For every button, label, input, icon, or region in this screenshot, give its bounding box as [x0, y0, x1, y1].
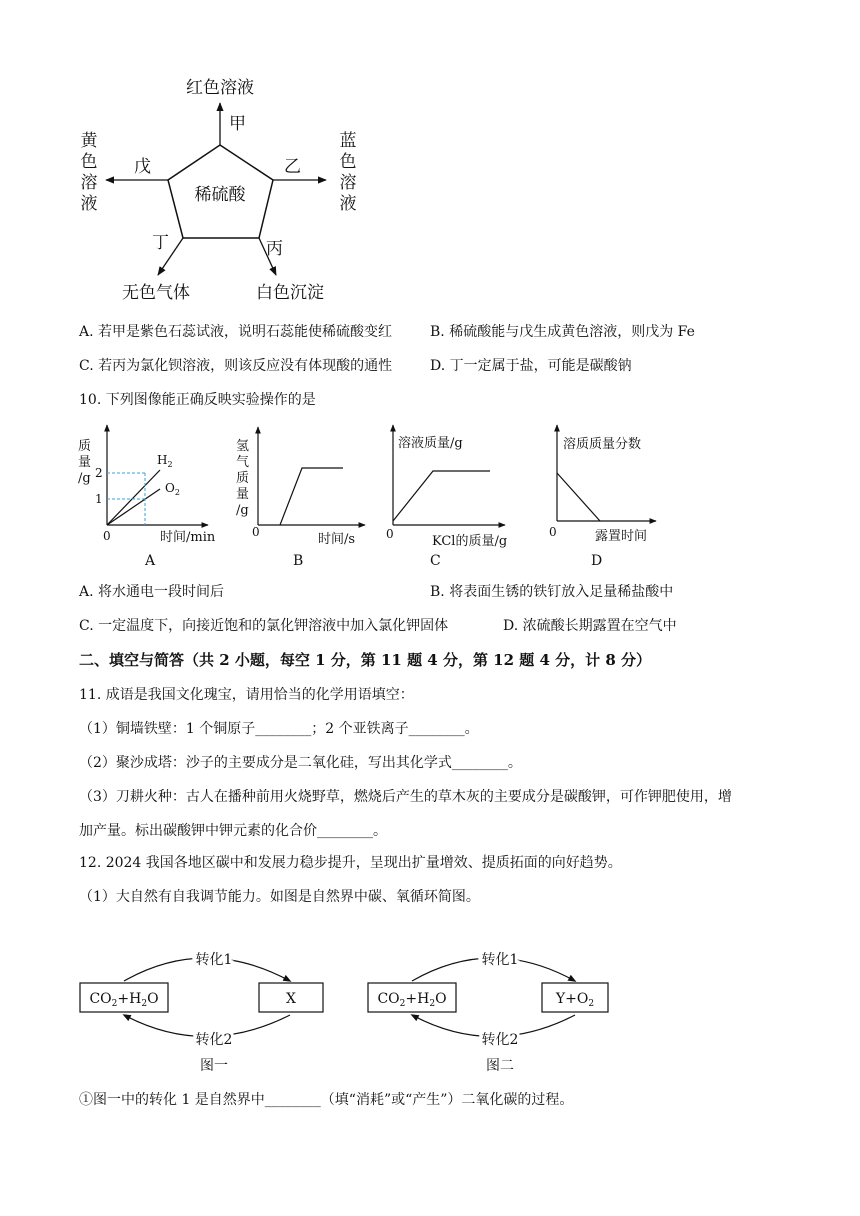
fig2-conv1: 转化1 [481, 952, 519, 968]
q10-option-c: C. 一定温度下，向接近饱和的氯化钾溶液中加入氯化钾固体 [79, 618, 449, 634]
q10-option-a: A. 将水通电一段时间后 [79, 584, 225, 600]
graph-a-ylabel-2: 量 [78, 455, 92, 470]
graph-b-origin: 0 [252, 525, 260, 539]
q10-stem: 10. 下列图像能正确反映实验操作的是 [79, 392, 316, 408]
q11-part1: （1）铜墙铁壁：1 个铜原子________；2 个亚铁离子________。 [79, 721, 479, 737]
graph-c-line [393, 471, 490, 521]
graph-b-line [280, 468, 343, 525]
q11-part3-line2: 加产量。标出碳酸钾中钾元素的化合价________。 [79, 823, 387, 839]
graph-c-xlabel: KCl的质量/g [432, 534, 508, 549]
graph-c-letter: C [430, 553, 441, 569]
graph-b-ylabel-3: 质 [236, 471, 250, 486]
fig2-box-right-label: $Y+O_2$ [555, 991, 595, 1009]
fig2-caption: 图二 [486, 1058, 514, 1074]
q11-part2: （2）聚沙成塔：沙子的主要成分是二氧化硅，写出其化学式________。 [79, 755, 522, 771]
graph-a-o2-line [107, 489, 160, 525]
graph-d-letter: D [591, 553, 603, 569]
graph-a-h2-label: $H_2$ [157, 453, 173, 469]
graph-d-ylabel: 溶质质量分数 [563, 437, 642, 452]
label-ding: 丁 [152, 233, 169, 253]
cycle-diagrams [0, 940, 860, 1080]
graph-c [386, 425, 507, 569]
q10-graphs [0, 415, 860, 575]
q9-option-c: C. 若丙为氯化钡溶液，则该反应没有体现酸的通性 [79, 358, 393, 374]
label-wu: 戊 [134, 157, 151, 177]
label-yi: 乙 [284, 157, 301, 177]
fig2-conv2: 转化2 [481, 1032, 519, 1048]
result-top: 红色溶液 [186, 78, 254, 98]
fig1-conv2: 转化2 [195, 1032, 233, 1048]
graph-a-origin: 0 [103, 529, 111, 543]
pentagon-diagram [0, 0, 430, 310]
graph-d [549, 425, 656, 569]
graph-b-ylabel-1: 氢 [236, 439, 250, 454]
result-bottom-right: 白色沉淀 [256, 283, 324, 303]
graph-a-letter: A [145, 553, 156, 569]
graph-a-tick-2: 2 [95, 466, 103, 480]
graph-a-xlabel: 时间/min [160, 530, 216, 545]
fig2-box-left-label: $CO_2+H_2O$ [377, 991, 447, 1009]
graph-d-line [557, 473, 600, 521]
label-bing: 丙 [266, 239, 283, 259]
graph-a [78, 425, 216, 569]
graph-d-xlabel: 露置时间 [595, 529, 648, 544]
graph-b-ylabel-5: /g [236, 503, 249, 518]
q11-part3-line1: （3）刀耕火种：古人在播种前用火烧野草，燃烧后产生的草木灰的主要成分是碳酸钾，可作钾肥使用，增 [79, 789, 732, 805]
figure-2 [368, 952, 608, 1074]
graph-d-origin: 0 [549, 525, 557, 539]
q10-option-d: D. 浓硫酸长期露置在空气中 [503, 618, 677, 634]
q9-option-a: A. 若甲是紫色石蕊试液，说明石蕊能使稀硫酸变红 [79, 324, 393, 340]
graph-c-ylabel: 溶液质量/g [398, 436, 463, 451]
q10-option-b: B. 将表面生锈的铁钉放入足量稀盐酸中 [430, 584, 674, 600]
fig1-caption: 图一 [200, 1058, 228, 1074]
graph-a-o2-label: $O_2$ [165, 481, 180, 497]
result-left: 黄 色 溶 液 [80, 131, 98, 214]
q12-stem: 12. 2024 我国各地区碳中和发展力稳步提升，呈现出扩量增效、提质拓面的向好趋势。 [79, 855, 622, 871]
graph-b [236, 427, 365, 569]
q9-option-b: B. 稀硫酸能与戊生成黄色溶液，则戊为 Fe [430, 324, 695, 340]
q12-question1: ①图一中的转化 1 是自然界中________（填“消耗”或“产生”）二氧化碳的过程。 [79, 1092, 574, 1108]
label-jia: 甲 [229, 114, 246, 134]
graph-b-ylabel-4: 量 [236, 487, 250, 502]
section-heading: 二、填空与简答（共 2 小题，每空 1 分，第 11 题 4 分，第 12 题 4 分，计 8 分） [79, 651, 652, 669]
graph-b-ylabel-2: 气 [236, 455, 250, 470]
q9-option-d: D. 丁一定属于盐，可能是碳酸钠 [430, 358, 632, 374]
figure-1 [80, 952, 323, 1074]
fig1-conv1: 转化1 [195, 952, 233, 968]
fig1-box-right-label: X [286, 991, 296, 1007]
graph-c-origin: 0 [386, 527, 394, 541]
graph-a-ylabel-3: /g [78, 471, 91, 486]
graph-a-ylabel-1: 质 [78, 439, 92, 454]
graph-b-letter: B [293, 553, 304, 569]
result-bottom-left: 无色气体 [122, 283, 190, 303]
graph-a-h2-line [107, 470, 160, 525]
q12-part1: （1）大自然有自我调节能力。如图是自然界中碳、氧循环简图。 [79, 889, 480, 905]
graph-a-tick-1: 1 [95, 492, 103, 506]
fig1-box-left-label: $CO_2+H_2O$ [89, 991, 159, 1009]
result-right: 蓝 色 溶 液 [339, 131, 357, 214]
graph-b-xlabel: 时间/s [318, 532, 356, 547]
q11-stem: 11. 成语是我国文化瑰宝，请用恰当的化学用语填空： [79, 687, 414, 703]
pentagon-center: 稀硫酸 [194, 185, 246, 205]
